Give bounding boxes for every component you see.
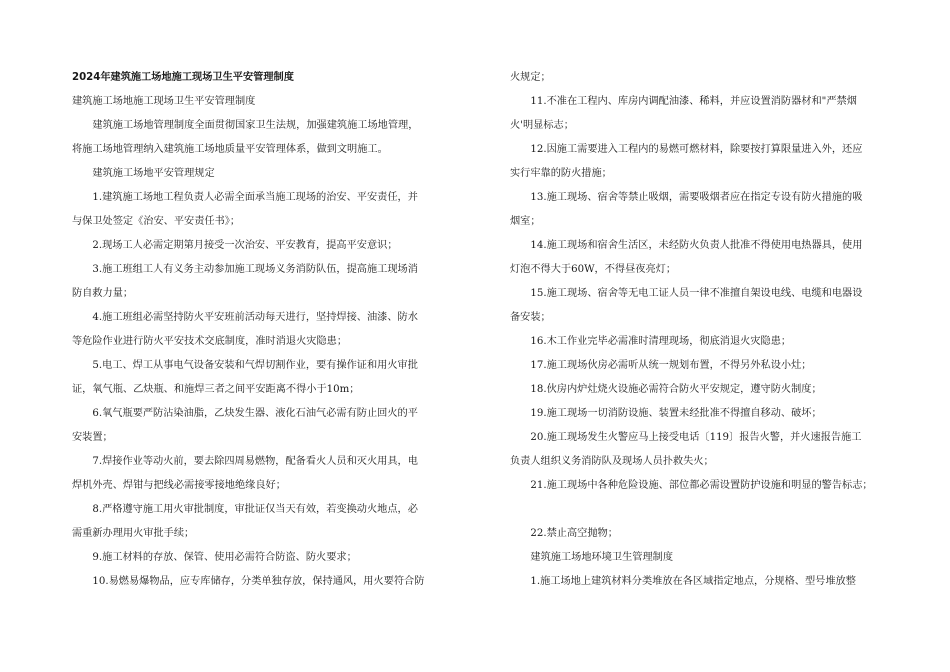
text-line: 22.禁止高空抛物； [530, 528, 618, 539]
text-line: 火规定； [510, 72, 551, 83]
text-line: 与保卫处签定《治安、平安责任书》； [72, 216, 241, 227]
text-line: 证，氧气瓶、乙炔瓶、和施焊三者之间平安距离不得小于10m； [72, 384, 360, 395]
text-line: 4.施工班组必需坚持防火平安班前活动每天进行，坚持焊接、油漆、防水 [92, 312, 418, 323]
text-line: 需重新办理用火审批手续； [72, 528, 195, 539]
text-line: 5.电工、焊工从事电气设备安装和气焊切割作业，要有操作证和用火审批 [92, 360, 418, 371]
text-line: 7.焊接作业等动火前，要去除四周易燃物，配备看火人员和灭火用具，电 [92, 456, 418, 467]
right-column [510, 66, 902, 594]
left-column [72, 66, 464, 594]
text-line: 19.施工现场一切消防设施、装置未经批准不得擅自移动、破坏； [530, 408, 822, 419]
text-line: 13.施工现场、宿舍等禁止吸烟，需要吸烟者应在指定专设有防火措施的吸 [530, 192, 863, 203]
document-title: 2024年建筑施工场地施工现场卫生平安管理制度 [72, 72, 294, 83]
text-line: 12.因施工需要进入工程内的易燃可燃材料，除要按打算限量进入外，还应 [530, 144, 863, 155]
section-heading: 建筑施工场地环境卫生管理制度 [530, 552, 674, 563]
text-line: 等危险作业进行防火平安技术交底制度，准时消退火灾隐患； [72, 336, 348, 347]
text-line: 建筑施工场地施工现场卫生平安管理制度 [72, 96, 256, 107]
text-line: 备安装； [510, 312, 551, 323]
text-line: 建筑施工场地管理制度全面贯彻国家卫生法规，加强建筑施工场地管理， [92, 120, 419, 131]
text-line: 9.施工材料的存放、保管、使用必需符合防盗、防火要求； [92, 552, 357, 563]
text-line: 1.施工场地上建筑材料分类堆放在各区域指定地点，分规格、型号堆放整 [530, 576, 856, 587]
text-line: 安装置； [72, 432, 113, 443]
text-line: 防自救力量； [72, 288, 134, 299]
section-heading: 建筑施工场地平安管理规定 [92, 168, 215, 179]
text-line: 火'明显标志； [510, 120, 574, 131]
text-line: 21.施工现场中各种危险设施、部位都必需设置防护设施和明显的警告标志； [530, 480, 873, 491]
text-line: 烟室； [510, 216, 541, 227]
text-line: 1.建筑施工场地工程负责人必需全面承当施工现场的治安、平安责任，并 [92, 192, 418, 203]
text-line: 焊机外壳、焊钳与把线必需接零接地绝缘良好； [72, 480, 286, 491]
text-line: 10.易燃易爆物品，应专库储存，分类单独存放，保持通风，用火要符合防 [92, 576, 425, 587]
text-line: 6.氧气瓶要严防沾染油脂，乙炔发生器、液化石油气必需有防止回火的平 [92, 408, 418, 419]
text-line: 将施工场地管理纳入建筑施工场地质量平安管理体系，做到文明施工。 [72, 144, 388, 155]
blank-line [510, 498, 902, 522]
text-line: 18.伙房内炉灶烧火设施必需符合防火平安规定，遵守防火制度； [530, 384, 822, 395]
text-line: 14.施工现场和宿舍生活区，未经防火负责人批准不得使用电热器具，使用 [530, 240, 863, 251]
text-line: 负责人组织义务消防队及现场人员扑救失火； [510, 456, 714, 467]
text-line: 15.施工现场、宿舍等无电工证人员一律不准擅自架设电线、电缆和电器设 [530, 288, 863, 299]
text-line: 8.严格遵守施工用火审批制度，审批证仅当天有效，若变换动火地点，必 [92, 504, 418, 515]
text-line: 3.施工班组工人有义务主动参加施工现场义务消防队伍，提高施工现场消 [92, 264, 418, 275]
text-line: 灯泡不得大于60W，不得昼夜亮灯； [510, 264, 677, 275]
text-line: 2.现场工人必需定期第月接受一次治安、平安教育，提高平安意识； [92, 240, 398, 251]
text-line: 20.施工现场发生火警应马上接受电话〔119〕报告火警，并火速报告施工 [530, 432, 862, 443]
text-line: 实行牢靠的防火措施； [510, 168, 612, 179]
text-line: 11.不准在工程内、库房内调配油漆、稀料，并应设置消防器材和"严禁烟 [530, 96, 857, 107]
text-line: 17.施工现场伙房必需听从统一规划布置，不得另外私设小灶； [530, 360, 812, 371]
text-line: 16.木工作业完毕必需准时清理现场，彻底消退火灾隐患； [530, 336, 792, 347]
